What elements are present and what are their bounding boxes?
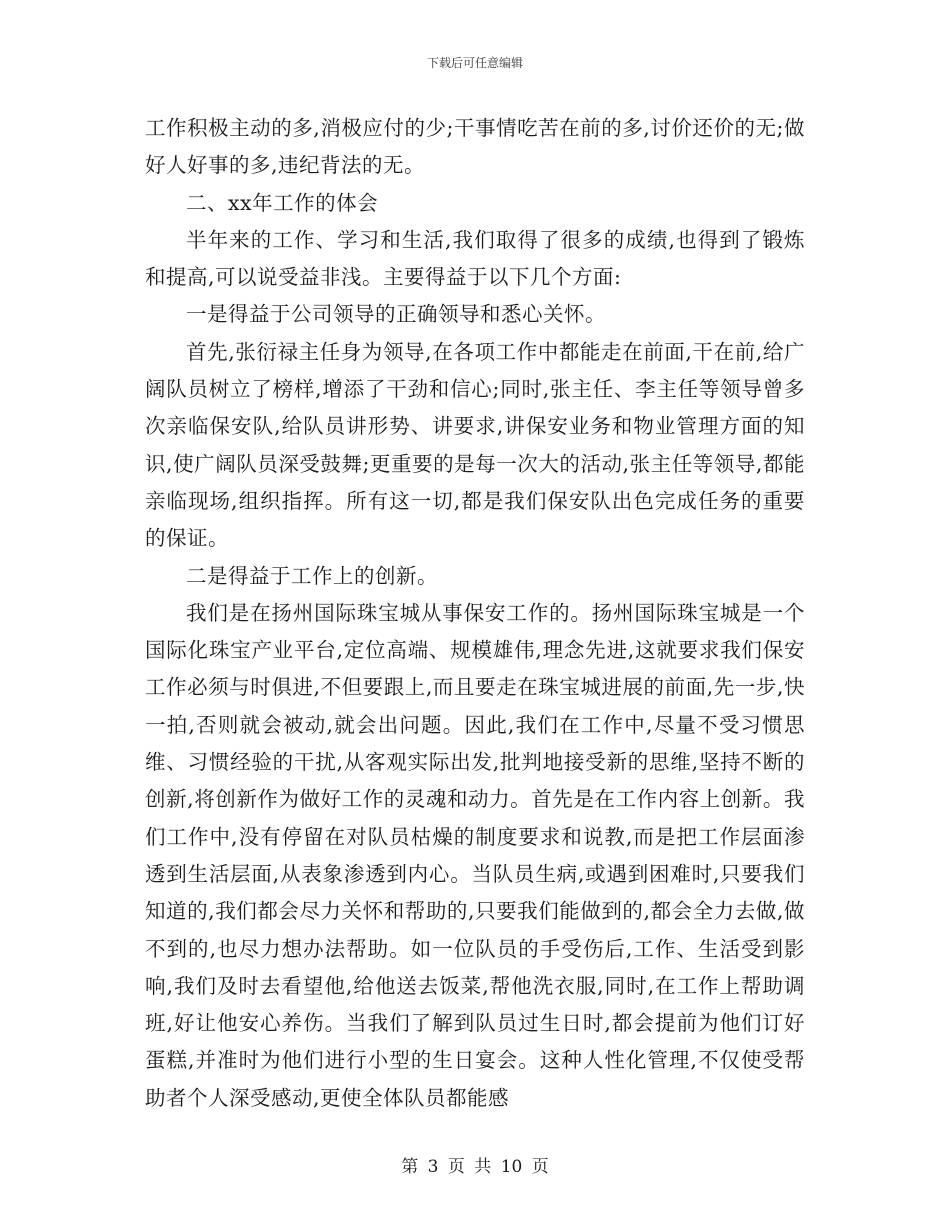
page-number: 第 3 页 共 10 页 bbox=[401, 1157, 549, 1177]
paragraph: 二是得益于工作上的创新。 bbox=[186, 563, 438, 588]
document-body bbox=[145, 110, 805, 1117]
paragraph: 半年来的工作、学习和生活,我们取得了很多的成绩,也得到了锻炼和提高,可以说受益非浅。主要得益于以下几个方面: bbox=[145, 227, 805, 290]
paragraph: 一是得益于公司领导的正确领导和悉心关怀。 bbox=[186, 302, 606, 327]
paragraph: 我们是在扬州国际珠宝城从事保安工作的。扬州国际珠宝城是一个国际化珠宝产业平台,定位高端、规模雄伟,理念先进,这就要求我们保安工作必须与时俱进,不但要跟上,而且要走在珠宝城进展的前面,先一步,快一拍,否则就会被动,就会出问题。因此,我们在工作中,尽量不受习惯思维、习惯经验的干扰,从客观实际出发,批判地接受新的思维,坚持不断的创新,将创新作为做好工作的灵魂和动力。首先是在工作内容上创新。我们工作中,没有停留在对队员枯燥的制度要求和说教,而是把工作层面渗透到生活层面,从表象渗透到内心。当队员生病,或遇到困难时,只要我们知道的,我们都会尽力关怀和帮助的,只要我们能做到的,都会全力去做,做不到的,也尽力想办法帮助。如一位队员的手受伤后,工作、生活受到影响,我们及时去看望他,给他送去饭菜,帮他洗衣服,同时,在工作上帮助调班,好让他安心养伤。当我们了解到队员过生日时,都会提前为他们订好蛋糕,并准时为他们进行小型的生日宴会。这种人性化管理,不仅使受帮助者个人深受感动,更使全体队员都能感 bbox=[145, 600, 805, 1110]
paragraph: 首先,张衍禄主任身为领导,在各项工作中都能走在前面,干在前,给广阔队员树立了榜样,增添了干劲和信心;同时,张主任、李主任等领导曾多次亲临保安队,给队员讲形势、讲要求,讲保安业务和物业管理方面的知识,使广阔队员深受鼓舞;更重要的是每一次大的活动,张主任等领导,都能亲临现场,组织指挥。所有这一切,都是我们保安队出色完成任务的重要的保证。 bbox=[145, 339, 805, 551]
page-header: 下载后可任意编辑 bbox=[426, 56, 523, 70]
section-heading: 二、xx年工作的体会 bbox=[186, 190, 379, 215]
paragraph: 工作积极主动的多,消极应付的少;干事情吃苦在前的多,讨价还价的无;做好人好事的多,违纪背法的无。 bbox=[145, 116, 805, 178]
